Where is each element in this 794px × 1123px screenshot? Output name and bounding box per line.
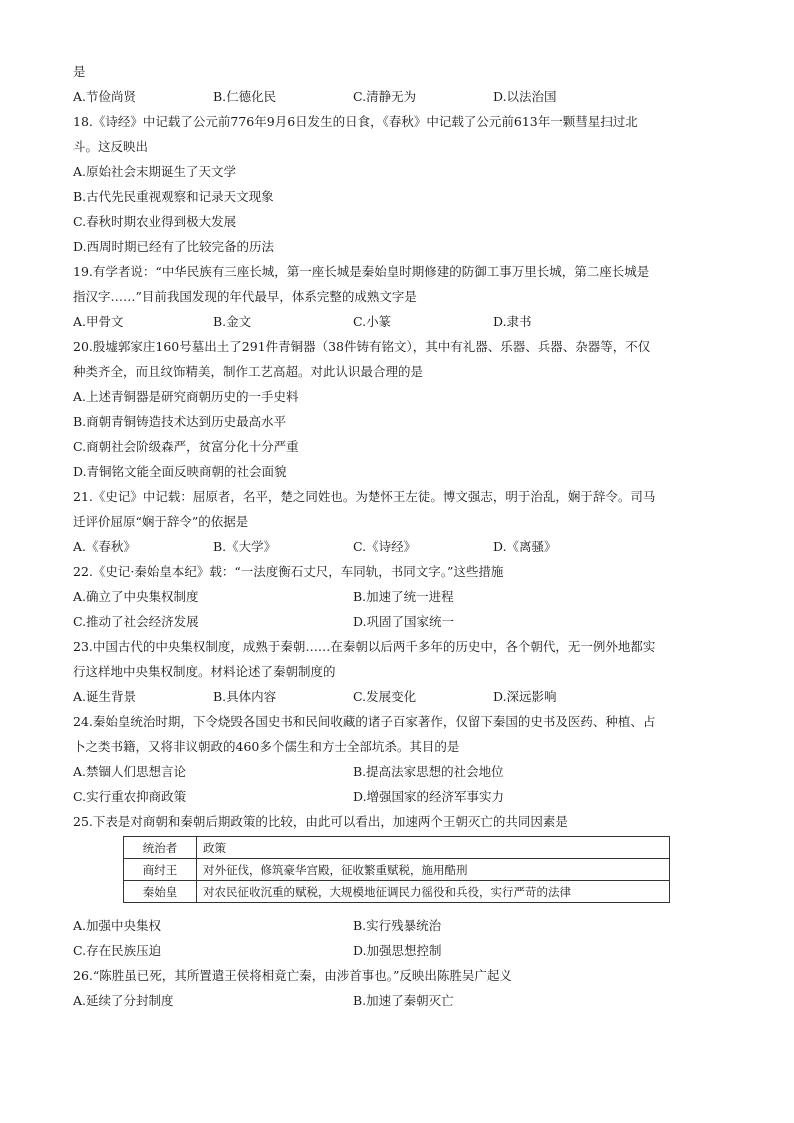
q17-option-d: D.以法治国: [493, 89, 557, 104]
q23-option-c: C.发展变化: [353, 689, 417, 704]
q25-option-d: D.加强思想控制: [353, 943, 442, 958]
q17-option-a: A.节俭尚贤: [73, 89, 137, 104]
q23-stem-line2: 行这样地中央集权制度。材料论述了秦朝制度的: [73, 664, 336, 679]
q18-option-c: C.春秋时期农业得到极大发展: [73, 214, 237, 229]
q22-stem-line1: 22.《史记·秦始皇本纪》载：“一法度衡石丈尺，车同轨，书同文字。”这些措施: [73, 564, 504, 579]
table-cell-policy: 对农民征收沉重的赋税，大规模地征调民力徭役和兵役，实行严苛的法律: [197, 881, 670, 903]
q24-stem-line2: 卜之类书籍，又将非议朝政的460多个儒生和方士全部坑杀。其目的是: [73, 739, 460, 754]
q20-option-b: B.商朝青铜铸造技术达到历史最高水平: [73, 414, 287, 429]
q18-option-d: D.西周时期已经有了比较完备的历法: [73, 239, 275, 254]
q20-option-c: C.商朝社会阶级森严，贫富分化十分严重: [73, 439, 299, 454]
q22-option-a: A.确立了中央集权制度: [73, 589, 199, 604]
table-header-policy: 政策: [197, 837, 670, 859]
table-header-ruler: 统治者: [124, 837, 197, 859]
q24-option-a: A.禁锢人们思想言论: [73, 764, 187, 779]
q21-option-d: D.《离骚》: [493, 539, 557, 554]
q26-stem-line1: 26.“陈胜虽已死，其所置遣王侯将相竟亡秦，由涉首事也。”反映出陈胜吴广起义: [73, 968, 512, 983]
q17-stem-continuation: 是: [73, 64, 86, 79]
q21-stem-line2: 迁评价屈原“娴于辞令”的依据是: [73, 514, 249, 529]
q18-stem-line2: 斗。这反映出: [73, 139, 149, 154]
table-cell-ruler: 秦始皇: [124, 881, 197, 903]
q24-option-d: D.增强国家的经济军事实力: [353, 789, 505, 804]
q20-option-d: D.青铜铭文能全面反映商朝的社会面貌: [73, 464, 287, 479]
q20-stem-line1: 20.殷墟郭家庄160号墓出土了291件青铜器（38件铸有铭文），其中有礼器、乐器、兵器、杂器等，不仅: [73, 339, 651, 354]
q22-option-d: D.巩固了国家统一: [353, 614, 455, 629]
q26-option-a: A.延续了分封制度: [73, 993, 174, 1008]
q23-stem-line1: 23.中国古代的中央集权制度，成熟于秦朝……在秦朝以后两千多年的历史中，各个朝代，无一例外地都实: [73, 639, 656, 654]
q25-option-a: A.加强中央集权: [73, 918, 162, 933]
q24-stem-line1: 24.秦始皇统治时期，下令烧毁各国史书和民间收藏的诸子百家著作，仅留下秦国的史书及医药、种植、占: [73, 714, 656, 729]
q21-option-b: B.《大学》: [213, 539, 277, 554]
q22-option-c: C.推动了社会经济发展: [73, 614, 199, 629]
q19-option-b: B.金文: [213, 314, 252, 329]
table-cell-ruler: 商纣王: [124, 859, 197, 881]
table-cell-policy: 对外征伐，修筑豪华宫殿，征收繁重赋税，施用酷刑: [197, 859, 670, 881]
q19-option-d: D.隶书: [493, 314, 532, 329]
q19-stem-line1: 19.有学者说：“中华民族有三座长城，第一座长城是秦始皇时期修建的防御工事万里长城，第二座长城是: [73, 264, 650, 279]
q19-option-a: A.甲骨文: [73, 314, 124, 329]
q20-option-a: A.上述青铜器是研究商朝历史的一手史料: [73, 389, 299, 404]
q22-option-b: B.加速了统一进程: [353, 589, 454, 604]
q23-option-d: D.深远影响: [493, 689, 557, 704]
q20-stem-line2: 种类齐全，而且纹饰精美，制作工艺高超。对此认识最合理的是: [73, 364, 424, 379]
table-row: [124, 859, 670, 881]
q21-option-c: C.《诗经》: [353, 539, 417, 554]
table-row: [124, 881, 670, 903]
q26-option-b: B.加速了秦朝灭亡: [353, 993, 454, 1008]
table-header-row: [124, 837, 670, 859]
q25-option-b: B.实行残暴统治: [353, 918, 442, 933]
policy-comparison-table: [123, 836, 670, 903]
q24-option-b: B.提高法家思想的社会地位: [353, 764, 504, 779]
q23-option-b: B.具体内容: [213, 689, 277, 704]
q18-stem-line1: 18.《诗经》中记载了公元前776年9月6日发生的日食，《春秋》中记载了公元前613年一颗彗星扫过北: [73, 114, 638, 129]
q21-stem-line1: 21.《史记》中记载：屈原者，名平，楚之同姓也。为楚怀王左徒。博文强志，明于治乱，娴于辞令。司马: [73, 489, 656, 504]
q17-option-b: B.仁德化民: [213, 89, 277, 104]
q24-option-c: C.实行重农抑商政策: [73, 789, 187, 804]
q25-option-c: C.存在民族压迫: [73, 943, 162, 958]
q18-option-b: B.古代先民重视观察和记录天文现象: [73, 189, 274, 204]
q19-option-c: C.小篆: [353, 314, 392, 329]
q23-option-a: A.诞生背景: [73, 689, 137, 704]
q21-option-a: A.《春秋》: [73, 539, 137, 554]
q19-stem-line2: 指汉字……”目前我国发现的年代最早，体系完整的成熟文字是: [73, 289, 417, 304]
q17-option-c: C.清静无为: [353, 89, 417, 104]
q18-option-a: A.原始社会末期诞生了天文学: [73, 164, 237, 179]
q25-stem-line1: 25.下表是对商朝和秦朝后期政策的比较，由此可以看出，加速两个王朝灭亡的共同因素是: [73, 814, 568, 829]
